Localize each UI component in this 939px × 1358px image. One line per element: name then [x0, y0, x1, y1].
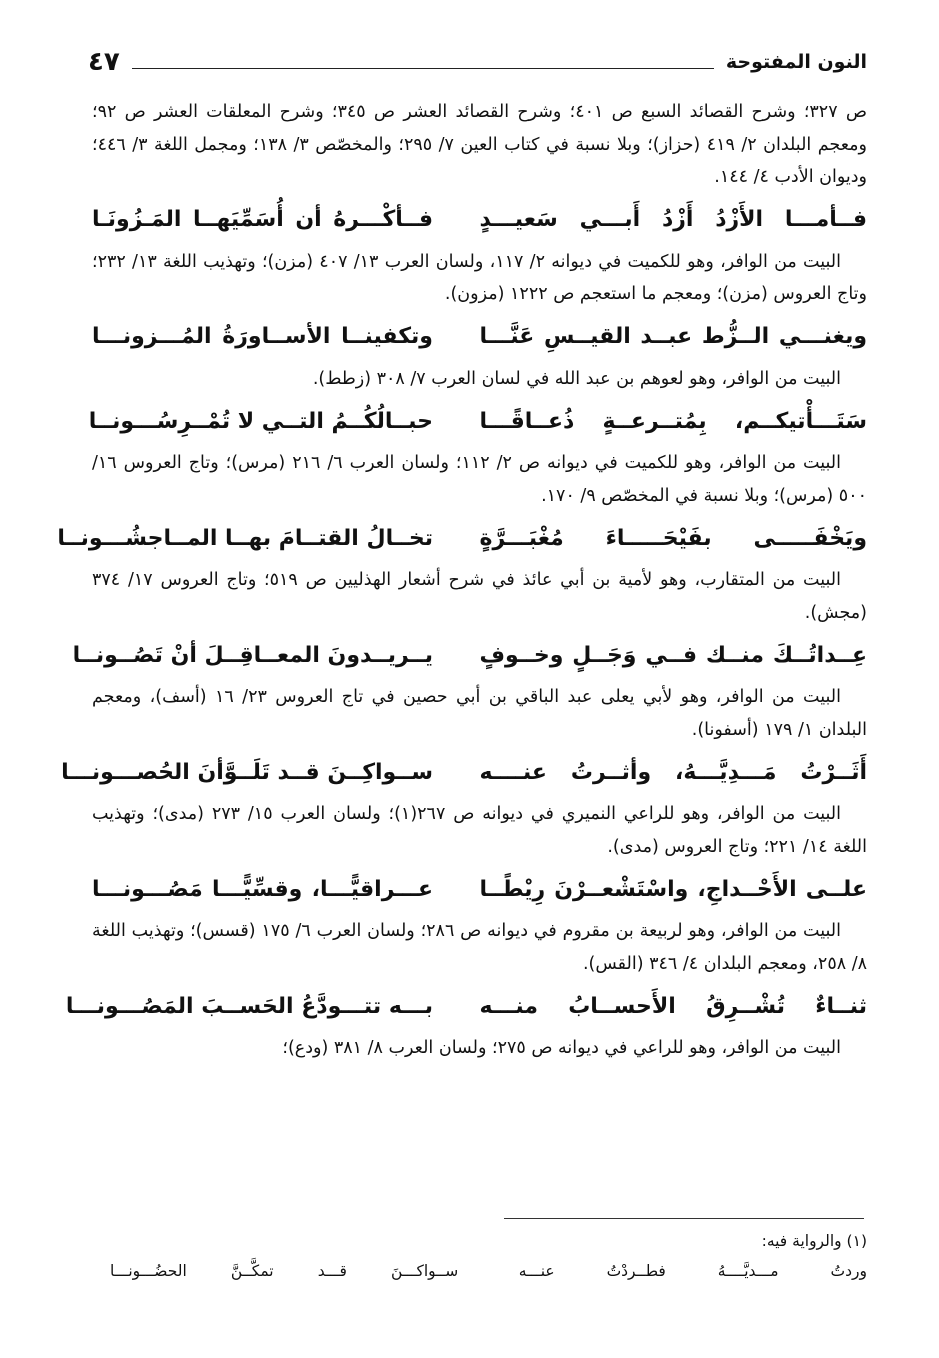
- footnote-verse-first: وردتُ مـــديَّــــهُ فطــردْتُ عنـــه: [518, 1262, 867, 1280]
- footnote-verse: [110, 1256, 867, 1286]
- paragraph: ص ٣٢٧؛ وشرح القصائد السبع ص ٤٠١؛ وشرح القصائد العشر ص ٣٤٥؛ وشرح المعلقات العشر ص ٩٢؛ ومعجم البلدان ٢/ ٤١٩ (حزاز)؛ وبلا نسبة في كتاب العين ٧/ ٢٩٥؛ والمخصّص ٣/ ١٣٨؛ ومجمل اللغة ٣/ ٤٤٦؛ وديوان الأدب ٤/ ١٤٤.: [92, 102, 867, 187]
- verse-line: [92, 196, 867, 244]
- page-number: ٤٧: [88, 47, 120, 77]
- paragraph: البيت من الوافر، وهو لعوهم بن عبد الله في لسان العرب ٧/ ٣٠٨ (زطط).: [312, 368, 841, 389]
- footnote-rule: [504, 1218, 864, 1219]
- paragraph: البيت من الوافر، وهو للراعي في ديوانه ص ٢٧٥؛ ولسان العرب ٨/ ٣٨١ (ودع)؛: [282, 1038, 841, 1058]
- footnotes: [110, 1226, 867, 1286]
- verse-second-hemistich: ســواكِــنَ قــد تَلَــوَّأنَ الحُصـــونـــا: [61, 759, 433, 785]
- verse-first-hemistich: ثنــاءٌ تُشْــرِقُ الأَحســابُ منـــه: [479, 993, 867, 1019]
- verse-first-hemistich: سَتَـــأْتيكــم، بِمُتــرعــةٍ ذُعــاقًـــا: [479, 408, 867, 434]
- verse-second-hemistich: يــريــدونَ المعــاقِــلَ أنْ تَصُــونــا: [72, 642, 433, 668]
- verse-line: [65, 982, 867, 1030]
- paragraph: البيت من الوافر، وهو لأبي يعلى عبد الباقي بن أبي حصين في تاج العروس ٢٣/ ١٦ (أسف)، ومعجم البلدان ١/ ١٧٩ (أسفونا).: [92, 687, 867, 740]
- verse-first-hemistich: ويغنـــي الــزُّط عبــد القيــسِ عَنَّـــا: [479, 324, 867, 349]
- verse-first-hemistich: علــى الأَحْــداجِ، واسْتَشْعــرْنَ رِيْطًــا: [479, 876, 867, 902]
- verse-second-hemistich: عـــراقيًّـــا، وقسِّيًّـــا مَصُـــونـــا: [92, 876, 433, 902]
- verse-line: [88, 397, 867, 445]
- verse-second-hemistich: وتكفينــا الأســاورَةُ المُـــزونـــا: [92, 324, 433, 349]
- verse-line: [92, 865, 867, 913]
- verse-second-hemistich: تخــالُ القتــامَ بهــا المــاجشُـــونــا: [57, 525, 433, 551]
- running-title: النون المفتوحة: [725, 51, 867, 73]
- verse-line: [61, 748, 867, 796]
- page-header: [88, 44, 867, 80]
- footnote-label: (١) والرواية فيه:: [761, 1232, 867, 1250]
- verse-first-hemistich: فــأمـــا الأَزْدُ أَزْدُ أَبـــي سَعيـــدٍ: [479, 207, 867, 232]
- verse-line: [57, 514, 867, 562]
- paragraph: البيت من المتقارب، وهو لأمية بن أبي عائذ في شرح أشعار الهذليين ص ٥١٩؛ وتاج العروس ١٧/ ٣٧٤ (مجش).: [92, 570, 867, 623]
- verse-line: [92, 313, 867, 361]
- paragraph: البيت من الوافر، وهو للكميت في ديوانه ص ٢/ ١١٢؛ ولسان العرب ٦/ ٢١٦ (مرس)؛ وتاج العروس ١٦/ ٥٠٠ (مرس)؛ وبلا نسبة في المخصّص ٩/ ١٧٠.: [92, 453, 867, 506]
- header-rule: [132, 68, 714, 69]
- paragraph: البيت من الوافر، وهو لربيعة بن مقروم في ديوانه ص ٢٨٦؛ ولسان العرب ٦/ ١٧٥ (قسس)؛ وتهذيب اللغة ٨/ ٢٥٨، ومعجم البلدان ٤/ ٣٤٦ (القس).: [92, 921, 867, 974]
- verse-second-hemistich: فــأكْـــرهُ أن أُسَمِّيَهــا المَـزُونَـا: [92, 207, 433, 232]
- verse-second-hemistich: بـــه تتـــودَّعُ الحَســبَ المَصُـــونـــا: [65, 993, 433, 1019]
- paragraph: البيت من الوافر، وهو للراعي النميري في ديوانه ص ٢٦٧(١)؛ ولسان العرب ١٥/ ٢٧٣ (مدى)؛ وتهذيب اللغة ١٤/ ٢٢١؛ وتاج العروس (مدى).: [92, 804, 867, 857]
- verse-first-hemistich: أَثَــرْتُ مَـــدِيَّـــهُ، وأثــرتُ عنــــه: [479, 759, 867, 785]
- verse-second-hemistich: حبــالُكُــمُ التــي لا تُمْــرِسُـــونــا: [88, 408, 433, 434]
- verse-first-hemistich: ويَخْفَـــــى بفَيْحَـــــاءَ مُغْبَـــرَّةٍ: [479, 525, 867, 551]
- paragraph: البيت من الوافر، وهو للكميت في ديوانه ٢/ ١١٧، ولسان العرب ١٣/ ٤٠٧ (مزن)؛ وتهذيب اللغة ١٣/ ٢٣٢؛ وتاج العروس (مزن)؛ ومعجم ما استعجم ص ١٢٢٢ (مزون).: [92, 251, 867, 304]
- verse-line: [72, 631, 867, 679]
- footnote-verse-second: ســواكـــنَ قـــد تمكَّــنَّ الحضُـــونـــا: [110, 1262, 459, 1280]
- verse-first-hemistich: عِــداتُــكَ منــك فــي وَجَــلٍ وخــوفٍ: [479, 642, 867, 668]
- main-text: [57, 96, 867, 1065]
